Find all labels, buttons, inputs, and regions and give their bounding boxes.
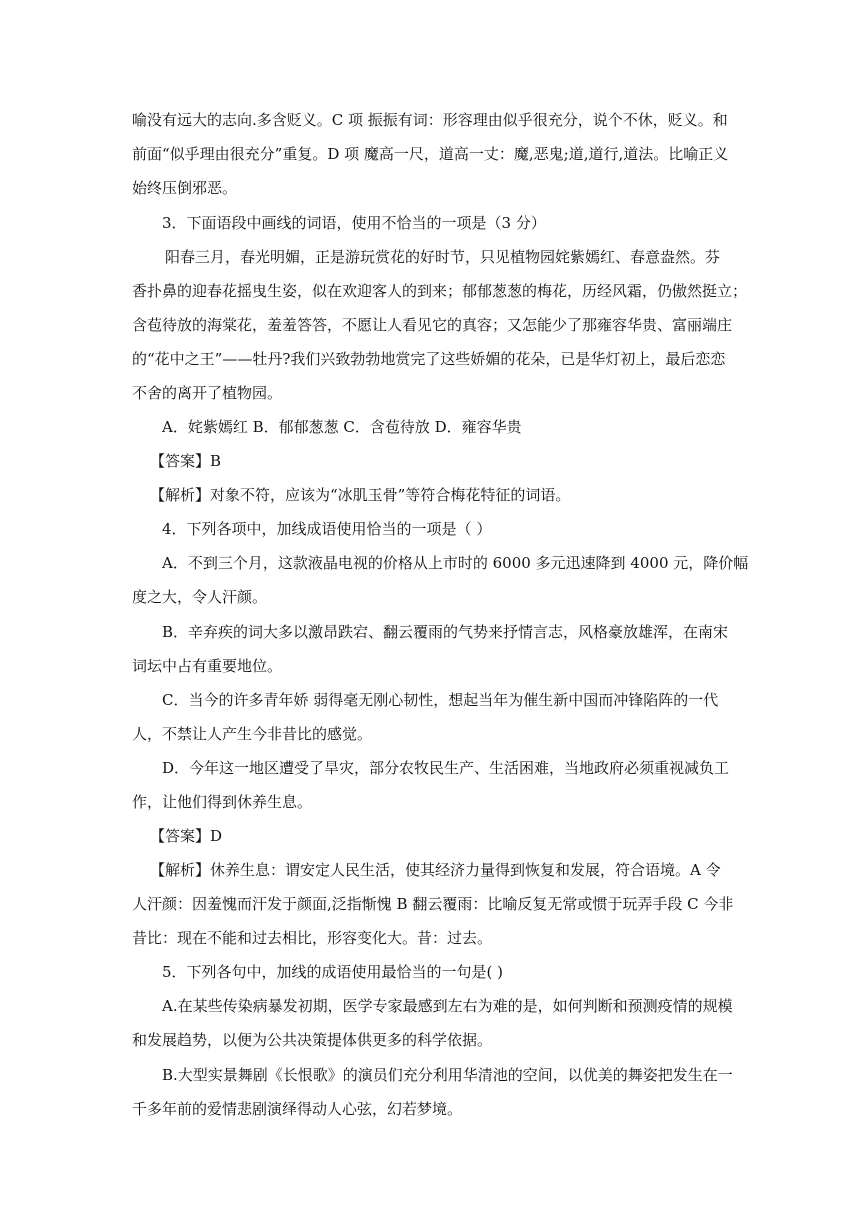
question-3-options: A．姹紫嫣红 B．郁郁葱葱 C．含苞待放 D．雍容华贵 bbox=[162, 418, 522, 436]
option-b: B.大型实景舞剧《长恨歌》的演员们充分利用华清池的空间，以优美的舞姿把发生在一 bbox=[162, 1066, 733, 1084]
text-line: 喻没有远大的志向.多含贬义。C 项 振振有词：形容理由似乎很充分，说个不休，贬义。和 bbox=[132, 111, 728, 129]
passage-line: 的“花中之王”——牡丹?我们兴致勃勃地赏完了这些娇媚的花朵，已是华灯初上，最后恋恋 bbox=[132, 350, 726, 368]
question-3-stem: 3．下面语段中画线的词语，使用不恰当的一项是（3 分） bbox=[162, 214, 546, 232]
text-line: 千多年前的爱情悲剧演绎得动人心弦，幻若梦境。 bbox=[132, 1100, 463, 1118]
option-d: D．今年这一地区遭受了旱灾，部分农牧民生产、生活困难，当地政府必须重视减负工 bbox=[162, 759, 730, 777]
option-a: A．不到三个月，这款液晶电视的价格从上市时的 6000 多元迅速降到 4000 元，降价幅 bbox=[162, 554, 749, 572]
text-line: 人，不禁让人产生今非昔比的感觉。 bbox=[132, 725, 373, 743]
option-c: C．当今的许多青年娇 弱得毫无刚心韧性，想起当年为催生新中国而冲锋陷阵的一代 bbox=[162, 691, 719, 709]
text-line: 昔比：现在不能和过去相比，形容变化大。昔：过去。 bbox=[132, 929, 493, 947]
passage-line: 不舍的离开了植物园。 bbox=[132, 384, 283, 402]
answer-label: 【答案】D bbox=[150, 827, 223, 845]
passage-line: 含苞待放的海棠花，羞羞答答，不愿让人看见它的真容；又怎能少了那雍容华贵、富丽端庄 bbox=[132, 316, 733, 334]
option-a: A.在某些传染病暴发初期，医学专家最感到左右为难的是，如何判断和预测疫情的规模 bbox=[162, 997, 733, 1015]
option-b: B．辛弃疾的词大多以激昂跌宕、翻云覆雨的气势来抒情言志，风格豪放雄浑，在南宋 bbox=[162, 623, 729, 641]
text-line: 始终压倒邪恶。 bbox=[132, 179, 238, 197]
analysis-text: 【解析】休养生息：谓安定人民生活，使其经济力量得到恢复和发展，符合语境。A 令 bbox=[150, 861, 721, 879]
text-line: 和发展趋势，以便为公共决策提体供更多的科学依据。 bbox=[132, 1031, 493, 1049]
question-5-stem: 5．下列各句中，加线的成语使用最恰当的一句是( ) bbox=[162, 963, 504, 981]
passage-line: 香扑鼻的迎春花摇曳生姿，似在欢迎客人的到来；郁郁葱葱的梅花，历经风霜，仍傲然挺立； bbox=[132, 282, 748, 300]
text-line: 词坛中占有重要地位。 bbox=[132, 657, 283, 675]
analysis-text: 【解析】对象不符，应该为“冰肌玉骨”等符合梅花特征的词语。 bbox=[150, 486, 571, 504]
text-line: 作，让他们得到休养生息。 bbox=[132, 793, 313, 811]
question-4-stem: 4．下列各项中，加线成语使用恰当的一项是（ ） bbox=[162, 520, 492, 538]
passage-line: 阳春三月，春光明媚，正是游玩赏花的好时节，只见植物园姹紫嫣红、春意盎然。芬 bbox=[165, 248, 721, 266]
text-line: 前面“似乎理由很充分”重复。D 项 魔高一尺，道高一丈：魔,恶鬼;道,道行,道法。比喻正义 bbox=[132, 145, 729, 163]
text-line: 度之大，令人汗颜。 bbox=[132, 588, 268, 606]
text-line: 人汗颜：因羞愧而汗发于颜面,泛指惭愧 B 翻云覆雨：比喻反复无常或惯于玩弄手段 C 今非 bbox=[132, 895, 734, 913]
answer-label: 【答案】B bbox=[150, 452, 222, 470]
